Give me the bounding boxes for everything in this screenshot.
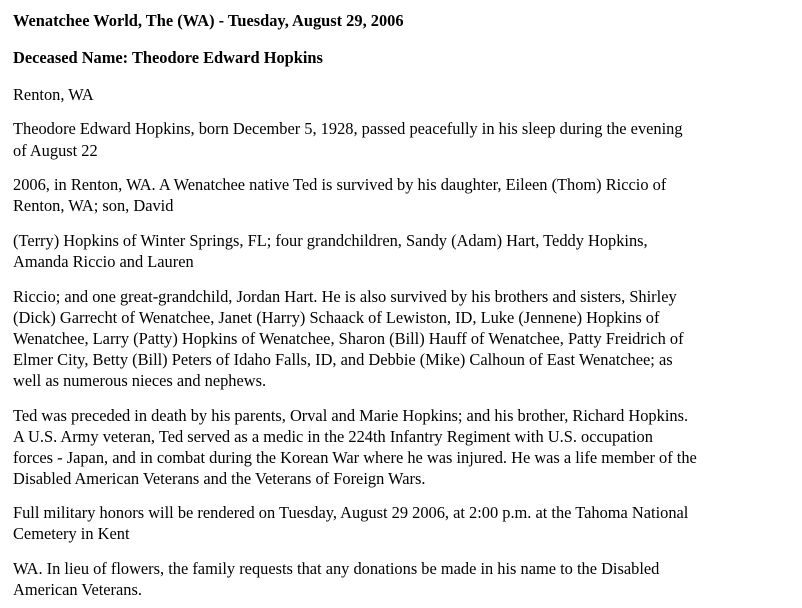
paragraph-1-line-2: of August 22 [13, 141, 98, 160]
paragraph-5-line-3: forces - Japan, and in combat during the Korean War where he was injured. He was a life member of the [13, 448, 697, 467]
deceased-name-line: Deceased Name: Theodore Edward Hopkins [13, 48, 323, 67]
paragraph-5-line-1: Ted was preceded in death by his parents, Orval and Marie Hopkins; and his brother, Richard Hopkins. [13, 406, 689, 425]
paragraph-4-line-1: Riccio; and one great-grandchild, Jordan Hart. He is also survived by his brothers and sisters, Shirley [13, 287, 677, 306]
paragraph-6-line-1: Full military honors will be rendered on Tuesday, August 29 2006, at 2:00 p.m. at the Tahoma National [13, 503, 689, 522]
paragraph-4-line-2: (Dick) Garrecht of Wenatchee, Janet (Harry) Schaack of Lewiston, ID, Luke (Jennene) Hopkins of [13, 308, 660, 327]
paragraph-1-line-1: Theodore Edward Hopkins, born December 5, 1928, passed peacefully in his sleep during the evening [13, 119, 683, 138]
paragraph-6-line-2: Cemetery in Kent [13, 524, 130, 543]
paragraph-4-line-4: Elmer City, Betty (Bill) Peters of Idaho Falls, ID, and Debbie (Mike) Calhoun of East Wenatchee; as [13, 350, 673, 369]
paragraph-3-line-2: Amanda Riccio and Lauren [13, 252, 194, 271]
source-line: Wenatchee World, The (WA) - Tuesday, August 29, 2006 [13, 11, 404, 30]
paragraph-2-line-2: Renton, WA; son, David [13, 196, 174, 215]
paragraph-5-line-4: Disabled American Veterans and the Veterans of Foreign Wars. [13, 469, 426, 488]
paragraph-2-line-1: 2006, in Renton, WA. A Wenatchee native Ted is survived by his daughter, Eileen (Thom) Riccio of [13, 175, 667, 194]
paragraph-4-line-3: Wenatchee, Larry (Patty) Hopkins of Wenatchee, Sharon (Bill) Hauff of Wenatchee, Patty Freidrich of [13, 329, 684, 348]
paragraph-4-line-5: well as numerous nieces and nephews. [13, 371, 267, 390]
paragraph-7-line-2: American Veterans. [13, 580, 142, 599]
paragraph-3-line-1: (Terry) Hopkins of Winter Springs, FL; four grandchildren, Sandy (Adam) Hart, Teddy Hopkins, [13, 231, 648, 250]
location-line: Renton, WA [13, 85, 94, 104]
paragraph-7-line-1: WA. In lieu of flowers, the family requests that any donations be made in his name to the Disabled [13, 559, 660, 578]
paragraph-5-line-2: A U.S. Army veteran, Ted served as a medic in the 224th Infantry Regiment with U.S. occupation [13, 427, 653, 446]
